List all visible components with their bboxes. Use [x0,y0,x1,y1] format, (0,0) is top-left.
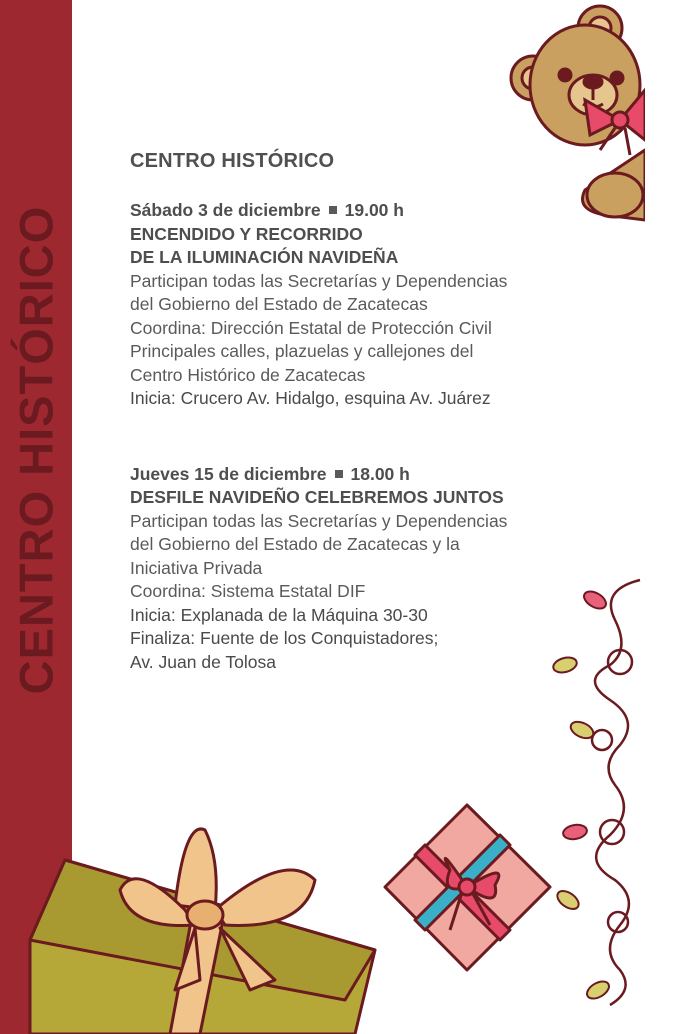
event-title: ENCENDIDO Y RECORRIDO [130,223,363,244]
string-lights-icon [540,570,650,1010]
event-time: 18.00 h [350,463,410,484]
separator-square-icon [335,470,343,478]
event-detail: Principales calles, plazuelas y callejones del [130,341,474,361]
event-date: Sábado 3 de diciembre [130,200,321,220]
separator-square-icon [329,206,337,214]
sidebar-title: CENTRO HISTÓRICO [9,205,63,695]
event-date-time [130,463,650,487]
event-location: Finaliza: Fuente de los Conquistadores; [130,628,439,648]
event-detail: Participan todas las Secretarías y Dependencias [130,510,508,531]
small-gift-icon [380,800,555,975]
event-detail: Coordina: Sistema Estatal DIF [130,581,366,601]
event-detail: Iniciativa Privada [130,557,263,578]
event-date: Jueves 15 de diciembre [130,463,327,484]
event-detail: del Gobierno del Estado de Zacatecas y la [130,534,460,554]
event-detail: Participan todas las Secretarías y Dependencias [130,270,508,291]
event-detail: del Gobierno del Estado de Zacatecas [130,294,428,314]
event-detail: Centro Histórico de Zacatecas [130,364,366,385]
event-time: 19.00 h [344,200,404,220]
event-1 [130,199,650,411]
event-title: DESFILE NAVIDEÑO CELEBREMOS JUNTOS [130,487,504,507]
event-title: DE LA ILUMINACIÓN NAVIDEÑA [130,247,399,267]
gift-box-icon [25,800,395,1034]
event-detail: Coordina: Dirección Estatal de Protección Civil [130,317,492,338]
event-location: Inicia: Explanada de la Máquina 30-30 [130,604,428,625]
event-location: Inicia: Crucero Av. Hidalgo, esquina Av. Juárez [130,388,491,408]
event-date-time [130,199,650,223]
section-heading: CENTRO HISTÓRICO [130,150,335,172]
event-location: Av. Juan de Tolosa [130,651,276,672]
